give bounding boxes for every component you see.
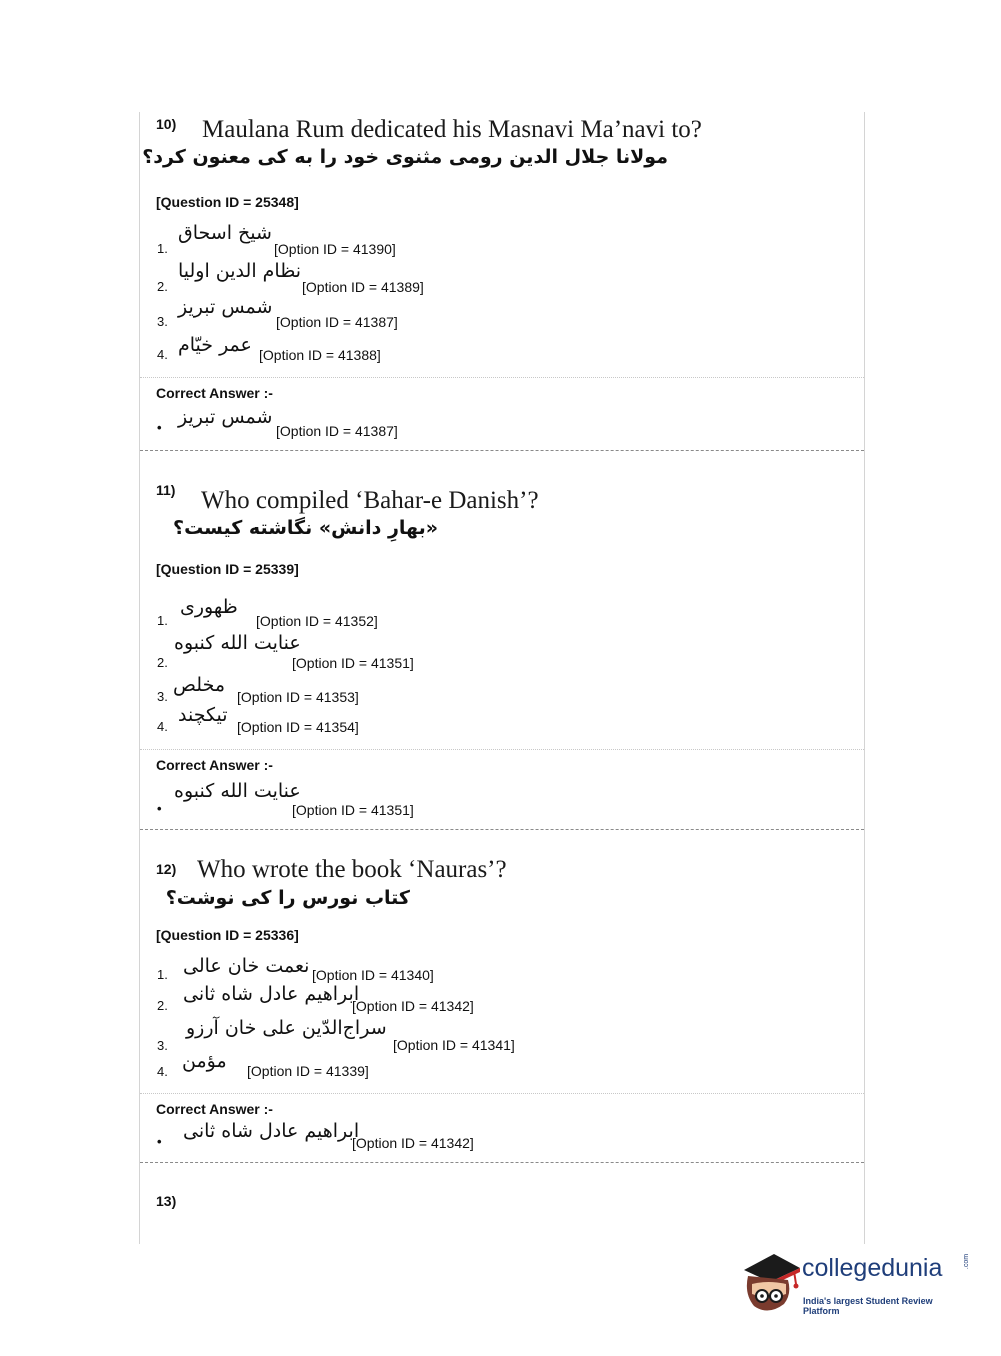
question-text-english: Maulana Rum dedicated his Masnavi Ma’navi to? bbox=[202, 116, 702, 143]
question-number: 12) bbox=[156, 861, 177, 877]
question-number: 13) bbox=[156, 1193, 177, 1209]
option-id: [Option ID = 41354] bbox=[237, 719, 359, 735]
option-id: [Option ID = 41388] bbox=[259, 347, 381, 363]
option-number: 1. bbox=[157, 613, 168, 628]
option-text: نظام الدین اولیا bbox=[178, 260, 302, 282]
option-id: [Option ID = 41387] bbox=[276, 314, 398, 330]
divider bbox=[140, 1093, 864, 1094]
question-id: [Question ID = 25348] bbox=[156, 194, 299, 210]
option-text: مؤمن bbox=[182, 1050, 227, 1072]
option-text: تیکچند bbox=[178, 704, 228, 726]
option-text: ظهوری bbox=[180, 596, 238, 618]
option-number: 4. bbox=[157, 347, 168, 362]
question-number: 11) bbox=[156, 482, 176, 498]
question-text-english: Who compiled ‘Bahar-e Danish’? bbox=[201, 487, 539, 514]
option-text: مخلص bbox=[173, 674, 226, 696]
divider bbox=[140, 749, 864, 750]
option-id: [Option ID = 41389] bbox=[302, 279, 424, 295]
option-id: [Option ID = 41351] bbox=[292, 655, 414, 671]
correct-answer-text: شمس تبریز bbox=[178, 406, 273, 428]
divider bbox=[140, 377, 864, 378]
correct-answer-label: Correct Answer :- bbox=[156, 1101, 273, 1117]
question-text-urdu: کتاب نورس را کی نوشت؟ bbox=[165, 887, 410, 909]
bullet: • bbox=[157, 420, 162, 435]
bullet: • bbox=[157, 801, 162, 816]
option-text: شمس تبریز bbox=[178, 296, 273, 318]
logo-tagline: India's largest Student Review Platform bbox=[803, 1296, 933, 1316]
correct-answer-text: عنایت الله کنبوه bbox=[174, 780, 301, 802]
question-separator bbox=[140, 1162, 864, 1163]
logo-wordmark: collegedunia bbox=[802, 1254, 943, 1282]
option-id: [Option ID = 41353] bbox=[237, 689, 359, 705]
option-number: 3. bbox=[157, 1038, 168, 1053]
option-number: 2. bbox=[157, 655, 168, 670]
option-number: 4. bbox=[157, 1064, 168, 1079]
option-id: [Option ID = 41340] bbox=[312, 967, 434, 983]
option-number: 3. bbox=[157, 689, 168, 704]
option-text: عمر خیّام bbox=[178, 334, 252, 356]
correct-answer-option-id: [Option ID = 41351] bbox=[292, 802, 414, 818]
question-text-urdu: مولانا جلال الدین رومی مثنوی خود را به کی معنون کرد؟ bbox=[142, 146, 668, 168]
option-number: 1. bbox=[157, 241, 168, 256]
option-id: [Option ID = 41352] bbox=[256, 613, 378, 629]
question-text-english: Who wrote the book ‘Nauras’? bbox=[197, 856, 507, 883]
option-text: عنایت الله کنبوه bbox=[174, 632, 301, 654]
option-number: 2. bbox=[157, 279, 168, 294]
option-number: 2. bbox=[157, 998, 168, 1013]
logo-suffix: .com bbox=[963, 1253, 971, 1270]
option-id: [Option ID = 41339] bbox=[247, 1063, 369, 1079]
correct-answer-option-id: [Option ID = 41342] bbox=[352, 1135, 474, 1151]
option-text: شیخ اسحاق bbox=[178, 222, 272, 244]
question-separator bbox=[140, 829, 864, 830]
correct-answer-label: Correct Answer :- bbox=[156, 385, 273, 401]
question-separator bbox=[140, 450, 864, 451]
correct-answer-label: Correct Answer :- bbox=[156, 757, 273, 773]
option-number: 4. bbox=[157, 719, 168, 734]
correct-answer-option-id: [Option ID = 41387] bbox=[276, 423, 398, 439]
option-id: [Option ID = 41341] bbox=[393, 1037, 515, 1053]
question-id: [Question ID = 25339] bbox=[156, 561, 299, 577]
bullet: • bbox=[157, 1134, 162, 1149]
question-number: 10) bbox=[156, 116, 177, 132]
question-text-urdu: «بهارِ دانش» نگاشته کیست؟ bbox=[173, 517, 438, 539]
mascot-logo-icon bbox=[740, 1250, 800, 1316]
option-text: ابراهیم عادل شاه ثانی bbox=[183, 983, 360, 1005]
collegedunia-logo bbox=[740, 1250, 970, 1316]
option-number: 3. bbox=[157, 314, 168, 329]
option-text: نعمت خان عالی bbox=[183, 955, 310, 977]
option-number: 1. bbox=[157, 967, 168, 982]
question-paper-page bbox=[139, 112, 865, 1244]
option-id: [Option ID = 41390] bbox=[274, 241, 396, 257]
option-id: [Option ID = 41342] bbox=[352, 998, 474, 1014]
option-text: سراج‌الدّین علی خان آرزو bbox=[186, 1017, 387, 1039]
question-id: [Question ID = 25336] bbox=[156, 927, 299, 943]
correct-answer-text: ابراهیم عادل شاه ثانی bbox=[183, 1120, 360, 1142]
